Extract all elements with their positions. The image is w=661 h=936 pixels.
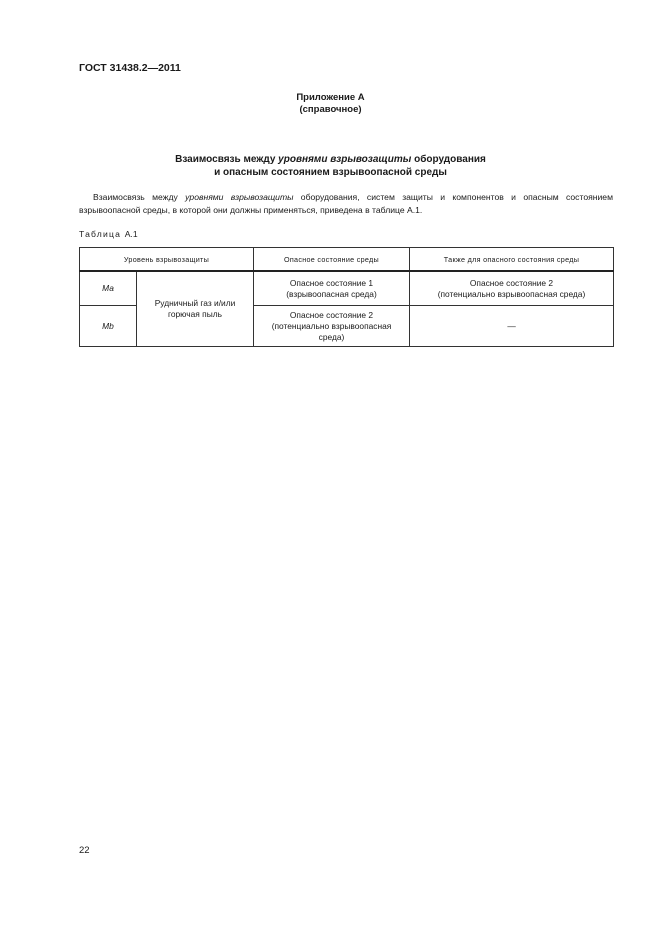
table-header-row [80, 248, 614, 272]
appendix-type: (справочное) [299, 104, 362, 115]
title-line-2: и опасным состоянием взрывоопасной среды [214, 167, 447, 178]
title-line-1: Взаимосвязь между уровнями взрывозащиты оборудования [175, 154, 486, 165]
also-cell: Опасное состояние 2 (потенциально взрывоопасная среда) [410, 271, 614, 306]
state-cell: Опасное состояние 1 (взрывоопасная среда) [254, 271, 410, 306]
also-cell: — [410, 306, 614, 347]
section-title [0, 153, 661, 179]
header-level: Уровень взрывозащиты [80, 248, 254, 272]
level-cell: Mb [80, 306, 137, 347]
level-cell: Ма [80, 271, 137, 306]
header-also: Также для опасного состояния среды [410, 248, 614, 272]
protection-level-table [79, 247, 614, 347]
standard-code: ГОСТ 31438.2—2011 [79, 62, 181, 74]
table-caption: Таблица А.1 [79, 229, 138, 239]
appendix-heading [0, 92, 661, 116]
header-state: Опасное состояние среды [254, 248, 410, 272]
table-row [80, 271, 614, 306]
appendix-label: Приложение А [296, 92, 365, 103]
page-number: 22 [79, 845, 90, 856]
intro-paragraph: Взаимосвязь между уровнями взрывозащиты оборудования, систем защиты и компонентов и опасным состоянием взрывоопасной среды, в которой они должны применяться, приведена в таблице А.1. [79, 192, 613, 215]
shared-group-cell: Рудничный газ и/или горючая пыль [137, 271, 254, 347]
state-cell: Опасное состояние 2 (потенциально взрывоопасная среда) [254, 306, 410, 347]
